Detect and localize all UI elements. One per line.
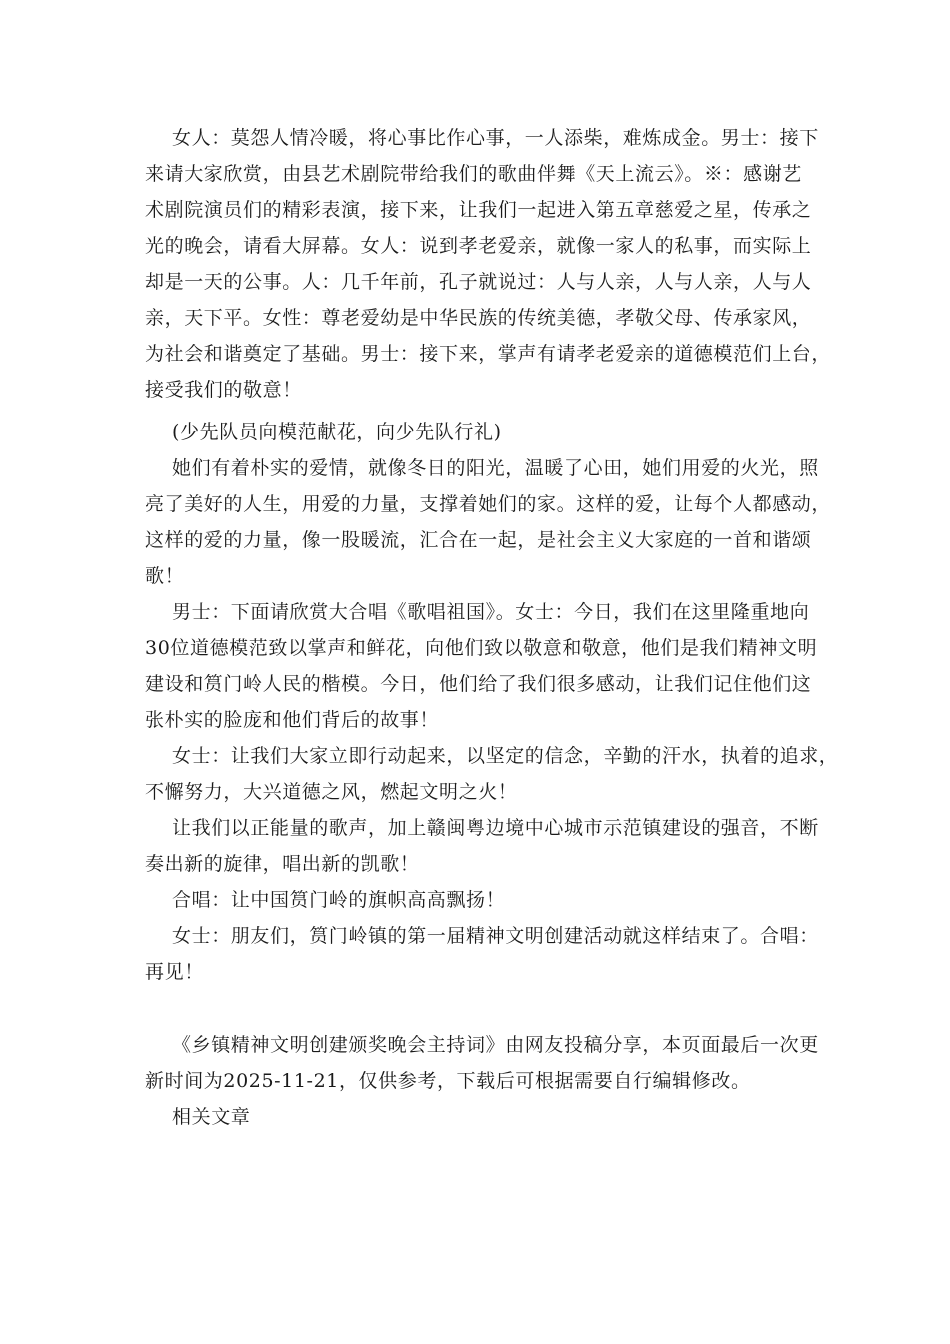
text-line: 让我们以正能量的歌声，加上赣闽粤边境中心城市示范镇建设的强音，不断 bbox=[172, 817, 819, 839]
text-line: 这样的爱的力量，像一股暖流，汇合在一起，是社会主义大家庭的一首和谐颂 bbox=[145, 529, 812, 551]
text-line: 男士：下面请欣赏大合唱《歌唱祖国》。女士：今日，我们在这里隆重地向 bbox=[172, 601, 810, 623]
text-line: 合唱：让中国筼门岭的旗帜高高飘扬！ bbox=[172, 889, 506, 911]
text-line: 亮了美好的人生，用爱的力量，支撑着她们的家。这样的爱，让每个人都感动， bbox=[145, 493, 832, 515]
text-line: 建设和筼门岭人民的楷模。今日，他们给了我们很多感动，让我们记住他们这 bbox=[145, 673, 812, 695]
text-line: 亲，天下平。女性：尊老爱幼是中华民族的传统美德，孝敬父母、传承家风， bbox=[145, 307, 812, 329]
text-line: 为社会和谐奠定了基础。男士：接下来，掌声有请孝老爱亲的道德模范们上台， bbox=[145, 343, 832, 365]
text-line: 女士：让我们大家立即行动起来，以坚定的信念，辛勤的汗水，执着的追求， bbox=[172, 745, 839, 767]
text-line: 张朴实的脸庞和他们背后的故事！ bbox=[145, 709, 440, 731]
text-line: 女士：朋友们，筼门岭镇的第一届精神文明创建活动就这样结束了。合唱： bbox=[172, 925, 819, 947]
text-line: 再见！ bbox=[145, 961, 204, 983]
text-line: 光的晚会，请看大屏幕。女人：说到孝老爱亲，就像一家人的私事，而实际上 bbox=[145, 235, 812, 257]
text-line: 术剧院演员们的精彩表演，接下来，让我们一起进入第五章慈爱之星，传承之 bbox=[145, 199, 812, 221]
text-line: 奏出新的旋律，唱出新的凯歌！ bbox=[145, 853, 420, 875]
text-line: 来请大家欣赏，由县艺术剧院带给我们的歌曲伴舞《天上流云》。※：感谢艺 bbox=[145, 163, 802, 185]
text-line: 新时间为2025-11-21，仅供参考，下载后可根据需要自行编辑修改。 bbox=[145, 1070, 751, 1092]
text-line: 不懈努力，大兴道德之风，燃起文明之火！ bbox=[145, 781, 518, 803]
text-line: 她们有着朴实的爱情，就像冬日的阳光，温暖了心田，她们用爱的火光，照 bbox=[172, 457, 819, 479]
text-line: 女人：莫怨人情冷暖，将心事比作心事，一人添柴，难炼成金。男士：接下 bbox=[172, 127, 819, 149]
text-line: (少先队员向模范献花，向少先队行礼) bbox=[172, 421, 502, 443]
text-line: 接受我们的敬意！ bbox=[145, 379, 302, 401]
text-line: 歌！ bbox=[145, 565, 185, 587]
text-line: 却是一天的公事。人：几千年前，孔子就说过：人与人亲，人与人亲，人与人 bbox=[145, 271, 812, 293]
related-articles-heading[interactable]: 相关文章 bbox=[172, 1106, 251, 1128]
text-line: 《乡镇精神文明创建颁奖晚会主持词》由网友投稿分享，本页面最后一次更 bbox=[172, 1034, 819, 1056]
text-line: 30位道德模范致以掌声和鲜花，向他们致以敬意和敬意，他们是我们精神文明 bbox=[145, 637, 818, 659]
